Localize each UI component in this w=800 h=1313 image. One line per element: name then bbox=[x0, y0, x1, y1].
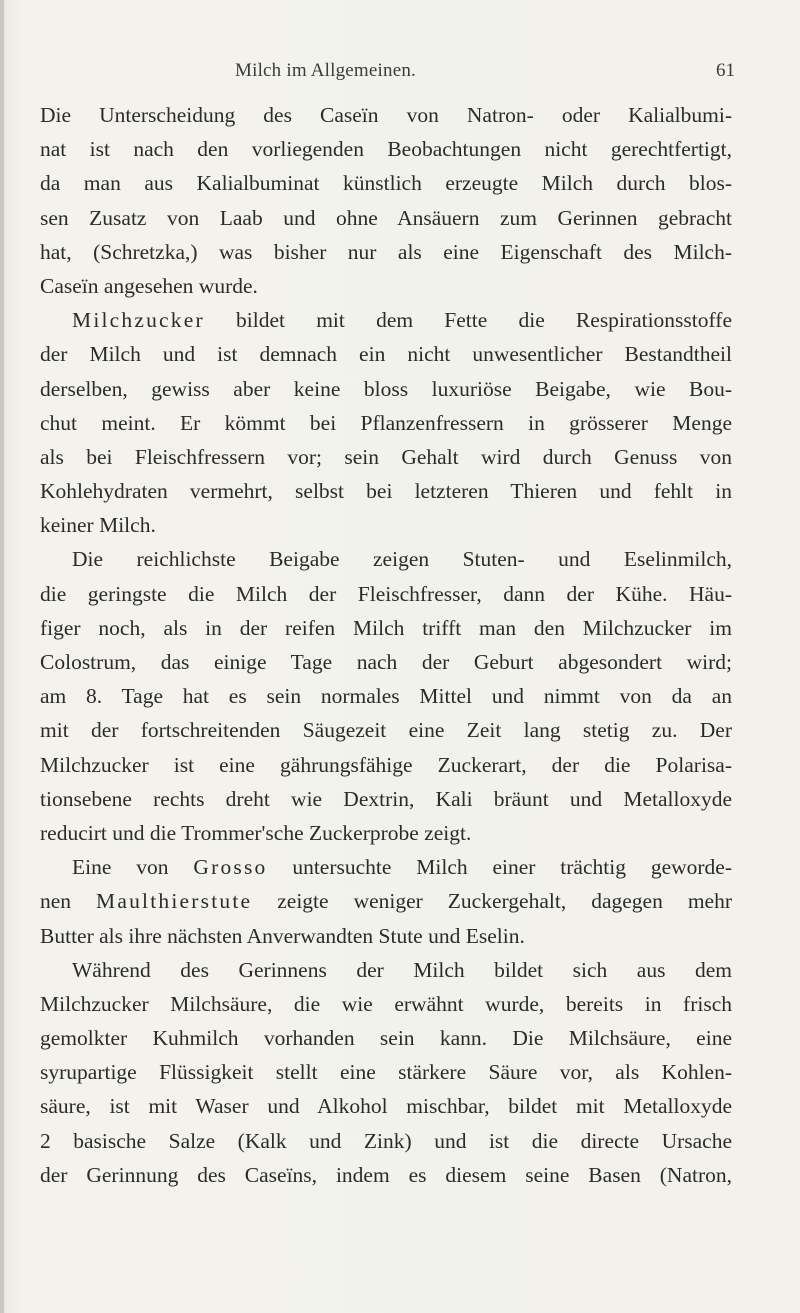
text-line: da man aus Kalialbuminat künstlich erzeugte Milch durch blos- bbox=[40, 171, 732, 196]
text-line: Milchzucker ist eine gährungsfähige Zuckerart, der die Polarisa- bbox=[40, 752, 732, 777]
text-line: Die Unterscheidung des Caseïn von Natron- oder Kalialbumi- bbox=[40, 103, 732, 127]
page-header bbox=[0, 60, 800, 84]
text-line: mit der fortschreitenden Säugezeit eine Zeit lang stetig zu. Der bbox=[40, 718, 732, 743]
page-number: 61 bbox=[716, 60, 735, 81]
text-line: Die reichlichste Beigabe zeigen Stuten- und Eselinmilch, bbox=[72, 547, 732, 572]
emphasized-term: Maulthierstute bbox=[96, 889, 253, 914]
text-line: chut meint. Er kömmt bei Pflanzenfressern in grösserer Menge bbox=[40, 410, 732, 435]
text-line: hat, (Schretzka,) was bisher nur als eine Eigenschaft des Milch- bbox=[40, 239, 732, 264]
text-line: 2 basische Salze (Kalk und Zink) und ist die directe Ursache bbox=[40, 1128, 732, 1153]
text-line: Kohlehydraten vermehrt, selbst bei letzteren Thieren und fehlt in bbox=[40, 479, 732, 504]
body-text bbox=[40, 98, 732, 1192]
text-line: tionsebene rechts dreht wie Dextrin, Kali bräunt und Metalloxyde bbox=[40, 786, 732, 811]
emphasized-term: Milchzucker bbox=[72, 308, 205, 333]
text-line: die geringste die Milch der Fleischfresser, dann der Kühe. Häu- bbox=[40, 581, 732, 606]
text-line: derselben, gewiss aber keine bloss luxuriöse Beigabe, wie Bou- bbox=[40, 376, 732, 401]
page-gutter bbox=[0, 0, 4, 1313]
text-line: Milchzucker bildet mit dem Fette die Respirationsstoffe bbox=[72, 308, 732, 333]
text-line: keiner Milch. bbox=[40, 513, 156, 538]
text-line: säure, ist mit Waser und Alkohol mischbar, bildet mit Metalloxyde bbox=[40, 1094, 732, 1119]
text-line: Eine von Grosso untersuchte Milch einer trächtig geworde- bbox=[72, 855, 732, 880]
text-line: nat ist nach den vorliegenden Beobachtungen nicht gerechtfertigt, bbox=[40, 137, 732, 162]
text-line: sen Zusatz von Laab und ohne Ansäuern zum Gerinnen gebracht bbox=[40, 205, 732, 230]
text-line: Caseïn angesehen wurde. bbox=[40, 273, 258, 298]
text-line: Colostrum, das einige Tage nach der Geburt abgesondert wird; bbox=[40, 650, 732, 674]
emphasized-name: Grosso bbox=[193, 855, 268, 880]
text-line: reducirt und die Trommer'sche Zuckerprobe zeigt. bbox=[40, 820, 472, 845]
text-line: Butter als ihre nächsten Anverwandten Stute und Eselin. bbox=[40, 923, 525, 948]
text-line: der Gerinnung des Caseïns, indem es diesem seine Basen (Natron, bbox=[40, 1162, 732, 1187]
text-line: figer noch, als in der reifen Milch trifft man den Milchzucker im bbox=[40, 615, 732, 640]
text-line: nen Maulthierstute zeigte weniger Zuckergehalt, dagegen mehr bbox=[40, 889, 732, 914]
text-line: Während des Gerinnens der Milch bildet sich aus dem bbox=[72, 957, 732, 982]
text-line: der Milch und ist demnach ein nicht unwesentlicher Bestandtheil bbox=[40, 342, 732, 367]
text-line: syrupartige Flüssigkeit stellt eine stärkere Säure vor, als Kohlen- bbox=[40, 1060, 732, 1085]
text-line: am 8. Tage hat es sein normales Mittel und nimmt von da an bbox=[40, 684, 732, 709]
running-title: Milch im Allgemeinen. bbox=[235, 60, 416, 81]
text-line: Milchzucker Milchsäure, die wie erwähnt wurde, bereits in frisch bbox=[40, 991, 732, 1016]
text-line: als bei Fleischfressern vor; sein Gehalt wird durch Genuss von bbox=[40, 444, 732, 469]
text-line: gemolkter Kuhmilch vorhanden sein kann. Die Milchsäure, eine bbox=[40, 1026, 732, 1051]
